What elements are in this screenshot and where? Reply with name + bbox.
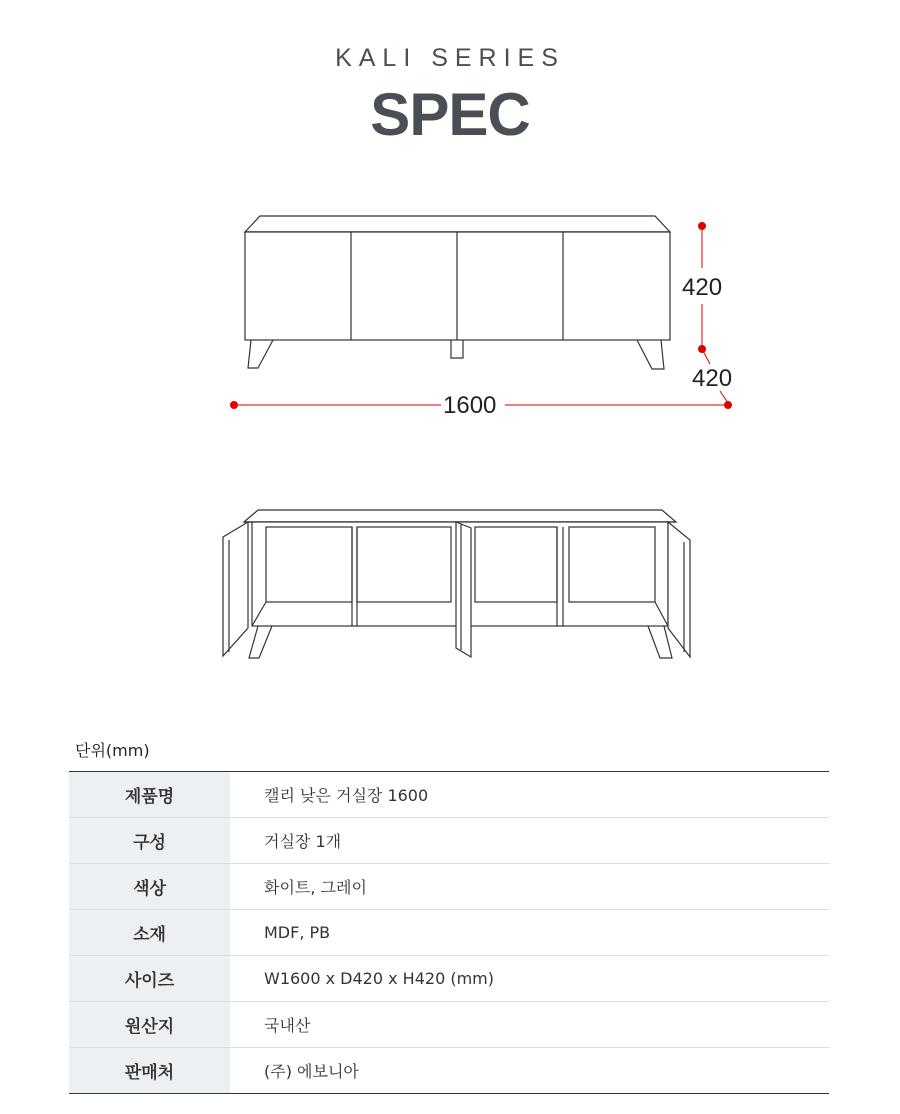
- door-left: [223, 522, 248, 656]
- table-row: [69, 864, 829, 910]
- page-title: SPEC: [370, 81, 530, 148]
- spec-value: 화이트, 그레이: [230, 864, 829, 910]
- spec-key: 판매처: [69, 1048, 230, 1094]
- leg-center: [451, 340, 463, 358]
- spec-value: 거실장 1개: [230, 818, 829, 864]
- table-row: [69, 910, 829, 956]
- spec-key: 원산지: [69, 1002, 230, 1048]
- spec-value: W1600 x D420 x H420 (mm): [230, 956, 829, 1002]
- door-center: [456, 522, 471, 657]
- spec-table: [69, 771, 829, 1094]
- table-row: [69, 1048, 829, 1094]
- closed-cabinet-drawing: [0, 200, 900, 430]
- cabinet-top: [245, 216, 670, 232]
- series-name: KALI SERIES: [335, 44, 565, 72]
- width-label: 1600: [443, 392, 497, 419]
- open-cabinet-drawing: [0, 500, 900, 670]
- door-right: [668, 522, 690, 657]
- depth-label: 420: [692, 365, 733, 392]
- unit-label: 단위(mm): [75, 741, 150, 760]
- spec-key: 제품명: [69, 772, 230, 818]
- spec-value: 캘리 낮은 거실장 1600: [230, 772, 829, 818]
- leg-left: [248, 340, 273, 368]
- leg-right: [637, 340, 664, 369]
- spec-key: 구성: [69, 818, 230, 864]
- table-row: [69, 1002, 829, 1048]
- table-row: [69, 956, 829, 1002]
- spec-value: 국내산: [230, 1002, 829, 1048]
- height-label: 420: [682, 274, 723, 301]
- spec-key: 사이즈: [69, 956, 230, 1002]
- spec-value: MDF, PB: [230, 910, 829, 956]
- spec-key: 색상: [69, 864, 230, 910]
- spec-value: (주) 에보니아: [264, 1062, 359, 1081]
- table-row: [69, 772, 829, 818]
- table-row: [69, 818, 829, 864]
- spec-key: 소재: [69, 910, 230, 956]
